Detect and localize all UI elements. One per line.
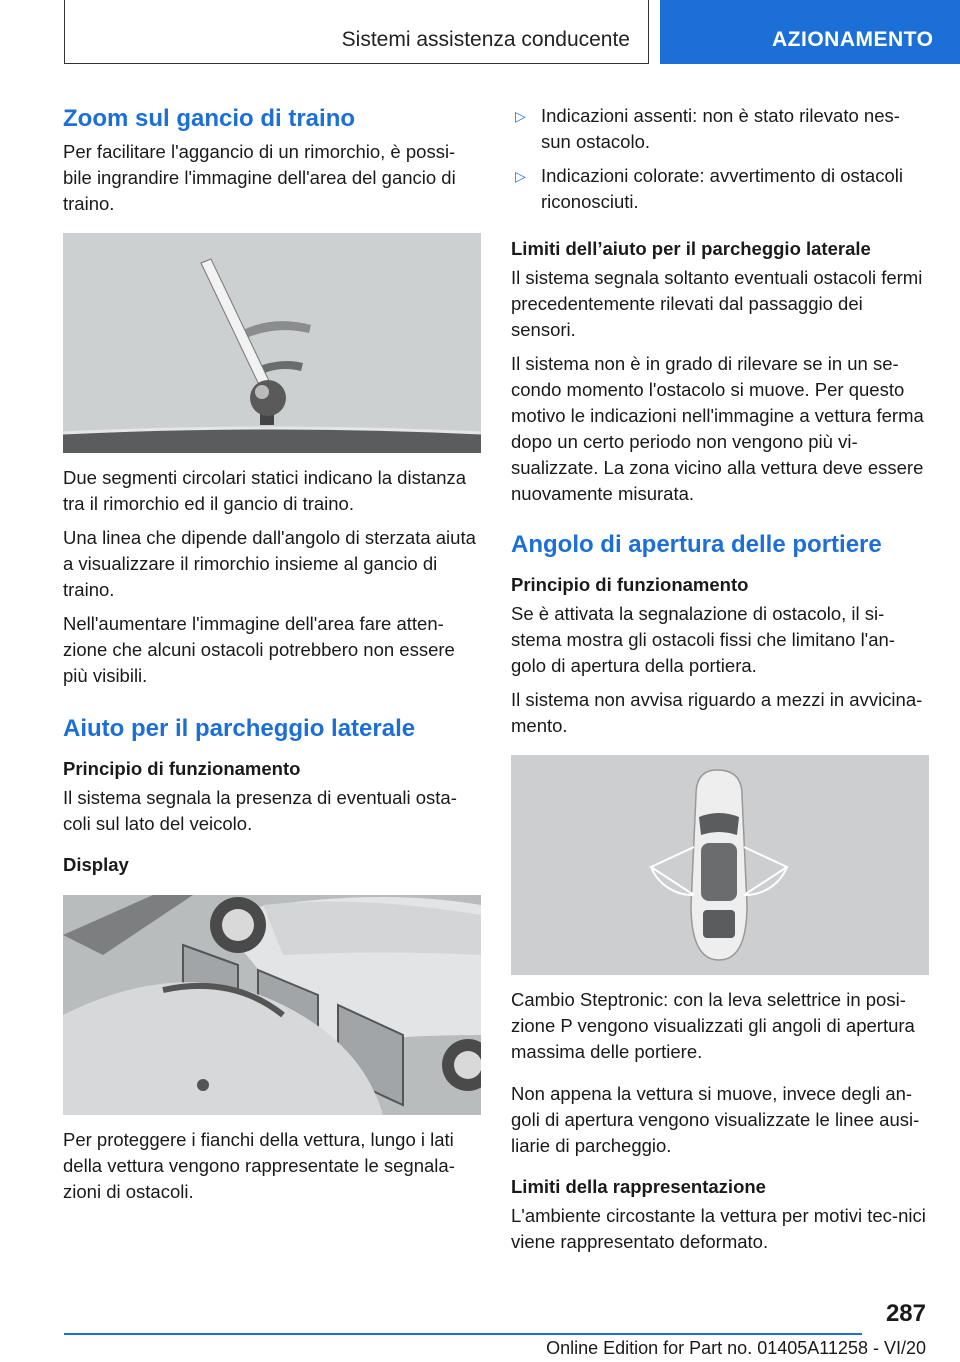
triangle-bullet-icon: ▷: [515, 168, 526, 184]
paragraph-zoom-warning: Nell'aumentare l'immagine dell'area fare atten-zione che alcuni ostacoli potrebbero non essere più visibili.: [63, 613, 455, 686]
page-header: [0, 0, 960, 66]
paragraph-limits-1: Il sistema segnala soltanto eventuali ostacoli fermi precedentemente rilevati dal passaggio dei sensori.: [511, 267, 923, 340]
figure-tow-hitch: [63, 233, 481, 453]
left-column: [63, 100, 481, 1205]
paragraph-representation: L'ambiente circostante la vettura per motivi tec-nici viene rappresentato deformato.: [511, 1205, 926, 1252]
indicator-list: [511, 103, 929, 215]
figure-side-parking: [63, 895, 481, 1115]
page-number: 287: [885, 1300, 926, 1327]
tow-hitch-illustration: [63, 233, 481, 453]
triangle-bullet-icon: ▷: [515, 108, 526, 124]
paragraph-moving: Non appena la vettura si muove, invece degli an-goli di apertura vengono visualizzate le linee ausi-liarie di parcheggio.: [511, 1083, 920, 1156]
paragraph-steptronic: Cambio Steptronic: con la leva selettrice in posi-zione P vengono visualizzati gli angoli di apertura massima delle portiere.: [511, 989, 915, 1062]
list-item: ▷ Indicazioni colorate: avvertimento di ostacoli riconosciuti.: [515, 165, 903, 212]
heading-principle-left: Principio di funzionamento: [63, 758, 301, 779]
heading-representation: Limiti della rappresentazione: [511, 1176, 766, 1197]
header-section-title: Sistemi assistenza conducente: [341, 28, 630, 51]
paragraph-principle-right-1: Se è attivata la segnalazione di ostacolo, il si-stema mostra gli ostacoli fissi che limitano l'an-golo di apertura della portiera.: [511, 603, 895, 676]
heading-door-angle: Angolo di apertura delle portiere: [511, 531, 882, 558]
paragraph-protection: Per proteggere i fianchi della vettura, lungo i lati della vettura vengono rappresentate le segnala-zioni di ostacoli.: [63, 1129, 455, 1202]
paragraph-segments: Due segmenti circolari statici indicano la distanza tra il rimorchio ed il gancio di traino.: [63, 467, 467, 514]
paragraph-principle-left: Il sistema segnala la presenza di eventuali osta-coli sul lato del veicolo.: [63, 787, 457, 834]
footer-divider: [64, 1333, 862, 1335]
paragraph-limits-2: Il sistema non è in grado di rilevare se in un se-condo momento l'ostacolo si muove. Per questo motivo le indicazioni nell'immagine a vettura ferma dopo un certo periodo non vengono più vi-sualizzate. La zona vicino alla vettura deve essere nuovamente misurata.: [511, 353, 924, 504]
paragraph-line: Una linea che dipende dall'angolo di sterzata aiuta a visualizzare il rimorchio insieme al gancio di traino.: [63, 527, 476, 600]
figure-door-angle: [511, 755, 929, 975]
header-chapter-title: AZIONAMENTO: [772, 28, 934, 51]
door-angle-illustration: [511, 755, 929, 975]
paragraph-zoom: Per facilitare l'aggancio di un rimorchio, è possi-bile ingrandire l'immagine dell'area del gancio di traino.: [63, 141, 456, 214]
paragraph-principle-right-2: Il sistema non avvisa riguardo a mezzi in avvicina-mento.: [511, 689, 923, 736]
header-section-box: [64, 0, 649, 64]
edition-note: Online Edition for Part no. 01405A11258 - VI/20: [546, 1338, 926, 1358]
right-column: [511, 100, 929, 1255]
list-item: ▷ Indicazioni assenti: non è stato rilevato nes-sun ostacolo.: [515, 105, 900, 152]
side-parking-illustration: [63, 895, 481, 1115]
heading-side-parking: Aiuto per il parcheggio laterale: [63, 715, 416, 742]
heading-principle-right: Principio di funzionamento: [511, 574, 749, 595]
heading-limits: Limiti dell’aiuto per il parcheggio laterale: [511, 238, 871, 259]
heading-zoom: Zoom sul gancio di traino: [63, 105, 356, 132]
heading-display: Display: [63, 854, 129, 875]
header-chapter-tab: [660, 0, 960, 64]
